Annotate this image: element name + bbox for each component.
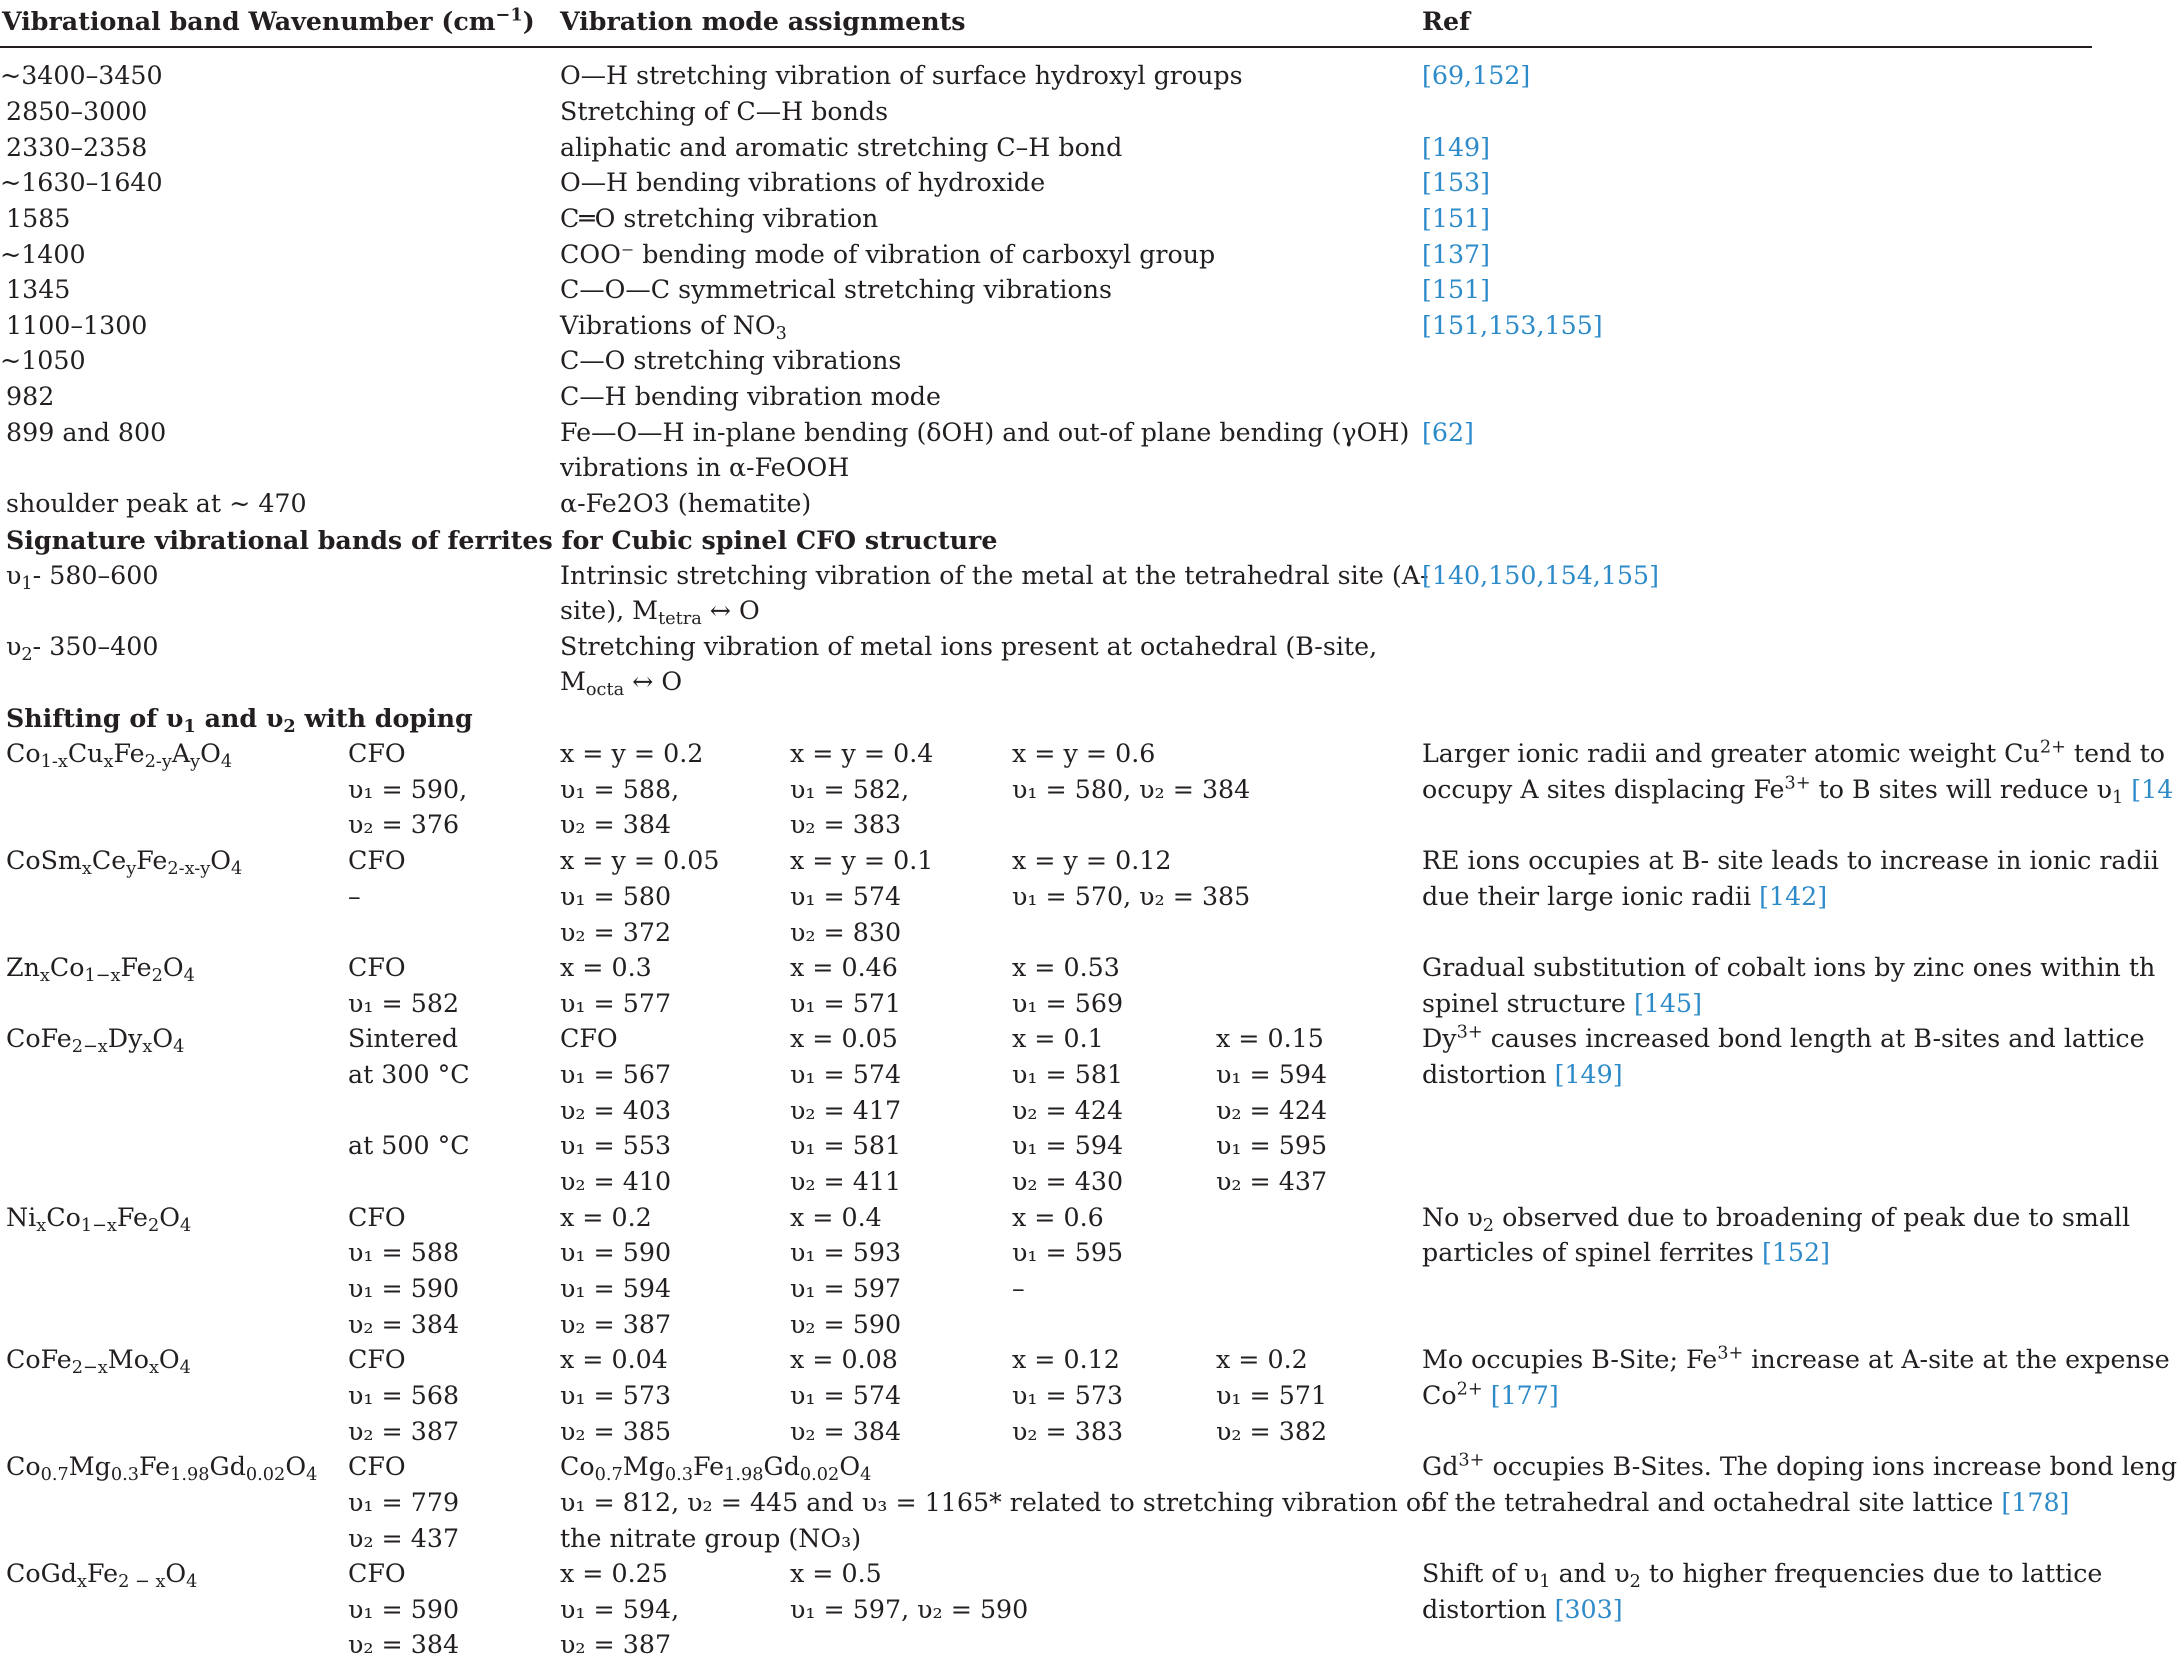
cell: x = 0.53 [1012,953,1120,982]
band-mode-continued: vibrations in α-FeOOH [560,453,850,482]
cell: υ₂ = 384 [560,810,672,839]
band-mode: O—H bending vibrations of hydroxide [560,168,1046,197]
cell: x = 0.04 [560,1345,668,1374]
cell: υ₁ = 574 [790,1060,902,1089]
cell: υ₁ = 580, υ₂ = 384 [1012,775,1251,804]
cell: υ₁ = 590, [348,775,468,804]
cell: x = y = 0.05 [560,846,720,875]
cell: υ₁ = 581 [1012,1060,1124,1089]
cell: υ₁ = 580 [560,882,672,911]
cell: υ₂ = 403 [560,1096,672,1125]
cell: x = 0.2 [560,1203,652,1232]
cell: CFO [348,1452,406,1481]
note-ref-link[interactable]: [178] [2001,1488,2070,1517]
cell: υ₂ = 376 [348,810,460,839]
formula-co-mo: $CoFe_{2-x}Mo_xO_4$ [6,1345,191,1378]
band-mode: C—H bending vibration mode [560,382,941,411]
note-ref-link[interactable]: [14 [2123,775,2174,804]
v2-mode: Stretching vibration of metal ions present at octahedral (B-site, [560,632,1378,661]
cell: the nitrate group (NO₃) [560,1524,862,1553]
cell: υ₂ = 387 [560,1310,672,1339]
header-wavenumber: Vibrational band Wavenumber $(cm^{-1})$ [2,4,535,36]
band-wavenumber: ~3400–3450 [0,61,163,90]
band-mode: Fe—O—H in-plane bending (δOH) and out-of plane bending (γOH) [560,418,1410,447]
v2-mode-continued: $M_{octa}$ ↔ O [560,667,683,700]
cell: x = 0.4 [790,1203,882,1232]
note-ref-link[interactable]: [142] [1759,882,1828,911]
cell: x = y = 0.4 [790,739,934,768]
cell: υ₂ = 424 [1216,1096,1328,1125]
cell: υ₂ = 383 [790,810,902,839]
note: $Dy^{3+}$ causes increased bond length at B-sites and lattice [1422,1022,2145,1053]
cell: υ₂ = 410 [560,1167,672,1196]
cell: CFO [348,1559,406,1588]
cell: υ₁ = 590 [348,1274,460,1303]
cell: x = 0.5 [790,1559,882,1588]
cell: υ₂ = 385 [560,1417,672,1446]
band-mode: Stretching of C—H bonds [560,97,889,126]
cell: x = y = 0.6 [1012,739,1156,768]
band-ref-link[interactable]: [151,153,155] [1422,311,1603,340]
band-wavenumber: 2850–3000 [6,97,148,126]
formula-zn-co: $Zn_xCo_{1-x}Fe_2O_4$ [6,953,195,986]
cell: υ₁ = 573 [560,1381,672,1410]
band-wavenumber: 1100–1300 [6,311,148,340]
v1-band: $\upsilon_1-$ 580–600 [6,561,159,594]
v1-mode: Intrinsic stretching vibration of the metal at the tetrahedral site (A- [560,561,1429,590]
note: distortion [303] [1422,1595,1623,1624]
band-mode: α-Fe2O3 (hematite) [560,489,812,518]
cell: υ₂ = 590 [790,1310,902,1339]
cell: υ₁ = 574 [790,1381,902,1410]
cell: υ₁ = 577 [560,989,672,1018]
cell: x = 0.3 [560,953,652,982]
cell: υ₁ = 779 [348,1488,460,1517]
cell: υ₂ = 424 [1012,1096,1124,1125]
note-ref-link[interactable]: [152] [1761,1238,1830,1267]
cell: υ₁ = 567 [560,1060,672,1089]
note: due their large ionic radii [142] [1422,882,1828,911]
cell: CFO [348,739,406,768]
cell: x = 0.2 [1216,1345,1308,1374]
note-ref-link[interactable]: [145] [1633,989,1702,1018]
v1-mode-continued: site), $M_{tetra}$ ↔ O [560,596,760,629]
cell: υ₂ = 437 [348,1524,460,1553]
cell: υ₁ = 597, υ₂ = 590 [790,1595,1029,1624]
cell: υ₁ = 581 [790,1131,902,1160]
cell: υ₁ = 594 [1012,1131,1124,1160]
note: Mo occupies B-Site; $Fe^{3+}$ increase at A-site at the expense [1422,1343,2170,1374]
cell: υ₁ = 597 [790,1274,902,1303]
note: particles of spinel ferrites [152] [1422,1238,1830,1267]
formula-co-sm: $CoSm_xCe_yFe_{2-x-y}O_4$ [6,846,243,879]
cell: – [348,882,361,911]
note: Larger ionic radii and greater atomic weight $Cu^{2+}$ tend to [1422,737,2165,768]
cell: CFO [348,846,406,875]
cell: υ₁ = 590 [348,1595,460,1624]
cell: υ₁ = 582, [790,775,910,804]
cell: υ₁ = 594 [1216,1060,1328,1089]
cell: – [1012,1274,1025,1303]
cell: at 300 °C [348,1060,470,1089]
cell: υ₁ = 594 [560,1274,672,1303]
cell: υ₁ = 571 [1216,1381,1328,1410]
cell: x = y = 0.12 [1012,846,1172,875]
band-wavenumber: 899 and 800 [6,418,167,447]
formula-co-cu: $Co_{1-x}Cu_xFe_{2-y}A_yO_4$ [6,739,233,772]
band-ref-link[interactable]: [69,152] [1422,61,1531,90]
band-mode: Vibrations of $NO_3$ [560,311,787,344]
cell: CFO [560,1024,618,1053]
cell: υ₁ = 568 [348,1381,460,1410]
cell: υ₂ = 430 [1012,1167,1124,1196]
note: Gradual substitution of cobalt ions by zinc ones within th [1422,953,2156,982]
cell: x = y = 0.1 [790,846,934,875]
band-wavenumber: ~1050 [0,346,86,375]
note: occupy A sites displacing $Fe^{3+}$ to B sites will reduce $\upsilon_1$ [14 [1422,773,2174,808]
v1-ref-link[interactable]: [140,150,154,155] [1422,561,1659,590]
band-wavenumber: 2330–2358 [6,133,148,162]
v2-band: $\upsilon_2-$ 350–400 [6,632,159,665]
band-wavenumber: ~1400 [0,240,86,269]
cell: υ₂ = 437 [1216,1167,1328,1196]
cell: υ₂ = 417 [790,1096,902,1125]
cell: υ₁ = 595 [1012,1238,1124,1267]
note: distortion [149] [1422,1060,1623,1089]
cell: υ₂ = 382 [1216,1417,1328,1446]
section-title-shifting: Shifting of $\upsilon_1$ and $\upsilon_2$ with doping [6,703,473,737]
cell: CFO [348,1345,406,1374]
band-ref-link[interactable]: [153] [1422,168,1491,197]
note-ref-link[interactable]: [149] [1554,1060,1623,1089]
cell-formula: $Co_{0.7}Mg_{0.3}Fe_{1.98}Gd_{0.02}O_4$ [560,1452,872,1485]
cell: x = 0.08 [790,1345,898,1374]
band-ref-link[interactable]: [62] [1422,418,1474,447]
cell: x = 0.15 [1216,1024,1324,1053]
cell: x = 0.12 [1012,1345,1120,1374]
note: spinel structure [145] [1422,989,1702,1018]
note: $Co^{2+}$ [177] [1422,1379,1559,1410]
band-mode: C—O—C symmetrical stretching vibrations [560,275,1112,304]
note: $Gd^{3+}$ occupies B-Sites. The doping ions increase bond leng [1422,1450,2177,1481]
cell: x = y = 0.2 [560,739,704,768]
band-wavenumber: 1585 [6,204,71,233]
cell: CFO [348,1203,406,1232]
band-ref-link[interactable]: [137] [1422,240,1491,269]
band-ref-link[interactable]: [151] [1422,204,1491,233]
cell: υ₁ = 594, [560,1595,680,1624]
band-mode: C—O stretching vibrations [560,346,902,375]
cell: υ₁ = 553 [560,1131,672,1160]
section-title-signature-bands: Signature vibrational bands of ferrites for Cubic spinel CFO structure [6,525,998,555]
band-ref-link[interactable]: [151] [1422,275,1491,304]
cell: x = 0.46 [790,953,898,982]
cell: Sintered [348,1024,459,1053]
header-vibration-mode: Vibration mode assignments [560,6,966,36]
band-ref-link[interactable]: [149] [1422,133,1491,162]
cell: x = 0.6 [1012,1203,1104,1232]
band-mode: O—H stretching vibration of surface hydroxyl groups [560,61,1243,90]
formula-co-mg: $Co_{0.7}Mg_{0.3}Fe_{1.98}Gd_{0.02}O_4$ [6,1452,318,1485]
formula-ni-co: $Ni_xCo_{1-x}Fe_2O_4$ [6,1203,192,1236]
cell: υ₂ = 384 [348,1310,460,1339]
band-mode: aliphatic and aromatic stretching C–H bond [560,133,1123,162]
note-ref-link[interactable]: [177] [1482,1381,1559,1410]
header-ref: Ref [1422,6,1470,36]
cell: υ₁ = 588, [560,775,680,804]
cell: υ₂ = 387 [560,1630,672,1659]
band-wavenumber: ~1630–1640 [0,168,163,197]
cell: υ₁ = 590 [560,1238,672,1267]
cell: υ₂ = 384 [348,1630,460,1659]
note: of the tetrahedral and octahedral site lattice [178] [1422,1488,2070,1517]
cell: υ₁ = 573 [1012,1381,1124,1410]
cell: υ₂ = 411 [790,1167,902,1196]
cell: x = 0.05 [790,1024,898,1053]
cell: υ₁ = 574 [790,882,902,911]
band-wavenumber: 982 [6,382,55,411]
cell: x = 0.1 [1012,1024,1104,1053]
cell: CFO [348,953,406,982]
cell: υ₁ = 570, υ₂ = 385 [1012,882,1251,911]
cell: υ₂ = 384 [790,1417,902,1446]
cell: υ₂ = 383 [1012,1417,1124,1446]
formula-co-dy: $CoFe_{2-x}Dy_xO_4$ [6,1024,185,1057]
note: Shift of $\upsilon_1$ and $\upsilon_2$ to higher frequencies due to lattice [1422,1559,2103,1592]
header-rule [0,46,2092,48]
formula-co-gd: $CoGd_xFe_{2 - x}O_4$ [6,1559,198,1592]
note: No $\upsilon_2$ observed due to broadening of peak due to small [1422,1203,2131,1236]
band-mode: COO⁻ bending mode of vibration of carboxyl group [560,240,1216,269]
note-ref-link[interactable]: [303] [1554,1595,1623,1624]
cell: υ₂ = 830 [790,918,902,947]
cell: υ₁ = 595 [1216,1131,1328,1160]
cell: x = 0.25 [560,1559,668,1588]
cell: υ₁ = 569 [1012,989,1124,1018]
band-mode: C═O stretching vibration [560,204,879,233]
cell: at 500 °C [348,1131,470,1160]
cell: υ₂ = 387 [348,1417,460,1446]
band-wavenumber: shoulder peak at ∼ 470 [6,489,307,518]
cell: υ₁ = 571 [790,989,902,1018]
cell: υ₁ = 812, υ₂ = 445 and υ₃ = 1165* related to stretching vibration of [560,1488,1431,1517]
cell: υ₁ = 588 [348,1238,460,1267]
cell: υ₁ = 593 [790,1238,902,1267]
band-wavenumber: 1345 [6,275,71,304]
cell: υ₂ = 372 [560,918,672,947]
note: RE ions occupies at B- site leads to increase in ionic radii [1422,846,2159,875]
cell: υ₁ = 582 [348,989,460,1018]
